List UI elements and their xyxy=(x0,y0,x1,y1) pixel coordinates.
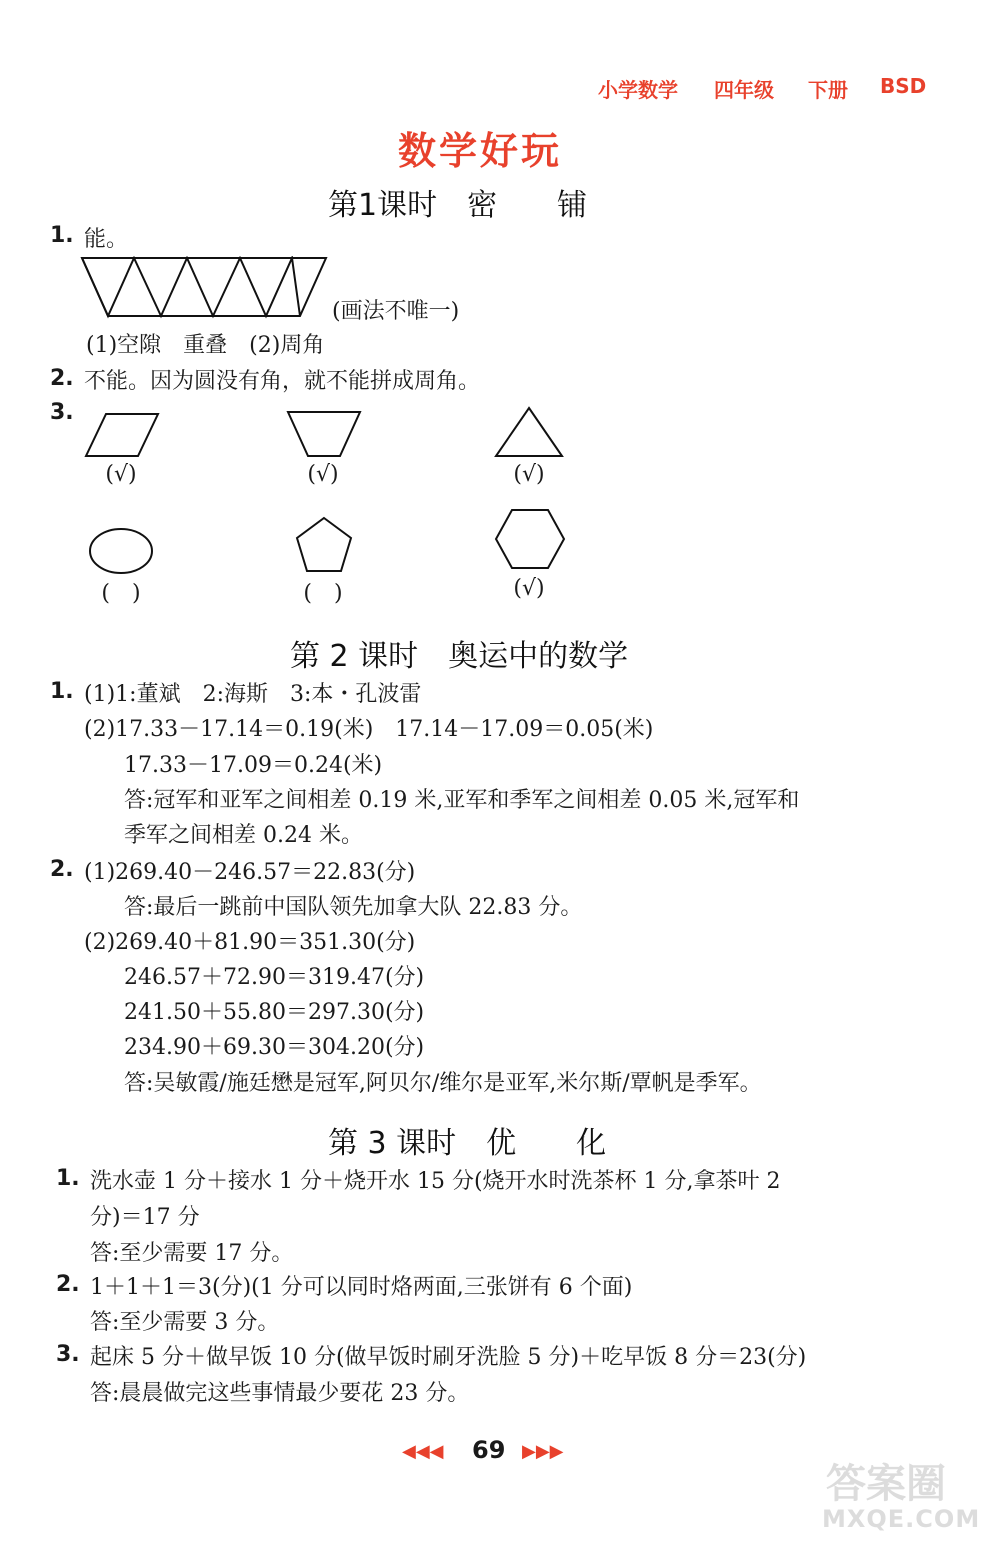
l2-q1-line: 季军之间相差 0.24 米。 xyxy=(124,823,363,848)
watermark-logo: 答案圈 xyxy=(826,1461,946,1507)
header-edition: BSD xyxy=(880,74,927,98)
l1-q1-sub: (1)空隙 重叠 (2)周角 xyxy=(86,333,325,358)
watermark-url: MXQE.COM xyxy=(822,1505,981,1533)
l3-q2-number: 2. xyxy=(56,1272,80,1297)
l2-q2-line: 246.57＋72.90＝319.47(分) xyxy=(124,965,425,990)
mark-pentagon: ( ) xyxy=(303,581,343,606)
mark-parallelogram: (√) xyxy=(105,462,137,487)
l2-q1-line: 答:冠军和亚军之间相差 0.19 米,亚军和季军之间相差 0.05 米,冠军和 xyxy=(124,788,800,813)
mark-trapezoid: (√) xyxy=(307,462,339,487)
lesson1-heading: 第1课时 密 铺 xyxy=(328,188,588,223)
l1-q3-number: 3. xyxy=(50,400,74,425)
l2-q1-line: (1)1:董斌 2:海斯 3:本・孔波雷 xyxy=(84,682,422,707)
parallelogram-icon xyxy=(82,412,162,458)
l3-q1-number: 1. xyxy=(56,1166,80,1191)
lesson2-heading: 第 2 课时 奥运中的数学 xyxy=(290,639,629,674)
mark-triangle: (√) xyxy=(513,462,545,487)
l1-q1-note: (画法不唯一) xyxy=(332,299,460,324)
header-subject: 小学数学 xyxy=(598,78,678,102)
l3-q2-line: 答:至少需要 3 分。 xyxy=(90,1310,280,1335)
l2-q2-line: 234.90＋69.30＝304.20(分) xyxy=(124,1035,425,1060)
header-grade: 四年级 xyxy=(714,78,774,102)
l2-q2-line: (2)269.40＋81.90＝351.30(分) xyxy=(84,930,416,955)
pentagon-icon xyxy=(294,516,354,574)
l3-q2-line: 1＋1＋1＝3(分)(1 分可以同时烙两面,三张饼有 6 个面) xyxy=(90,1275,633,1300)
hexagon-icon xyxy=(494,508,566,570)
l2-q2-line: (1)269.40－246.57＝22.83(分) xyxy=(84,860,416,885)
header-volume: 下册 xyxy=(808,78,848,102)
l2-q1-line: (2)17.33－17.14＝0.19(米) 17.14－17.09＝0.05(米) xyxy=(84,717,654,742)
l3-q3-line: 答:晨晨做完这些事情最少要花 23 分。 xyxy=(90,1381,470,1406)
l3-q1-line: 分)＝17 分 xyxy=(90,1205,200,1230)
l3-q1-line: 洗水壶 1 分＋接水 1 分＋烧开水 15 分(烧开水时洗茶杯 1 分,拿茶叶 2 xyxy=(90,1169,781,1194)
left-arrows-icon: ◀◀◀ xyxy=(402,1441,444,1462)
l2-q2-line: 答:吴敏霞/施廷懋是冠军,阿贝尔/维尔是亚军,米尔斯/覃帆是季军。 xyxy=(124,1071,762,1096)
right-arrows-icon: ▶▶▶ xyxy=(522,1441,564,1462)
mark-hexagon: (√) xyxy=(513,576,545,601)
page-number: 69 xyxy=(472,1436,506,1464)
l1-q2-number: 2. xyxy=(50,366,74,391)
l3-q3-number: 3. xyxy=(56,1342,80,1367)
l2-q2-line: 241.50＋55.80＝297.30(分) xyxy=(124,1000,425,1025)
page-title: 数学好玩 xyxy=(397,129,562,173)
ellipse-icon xyxy=(88,526,154,576)
lesson3-heading: 第 3 课时 优 化 xyxy=(328,1126,607,1161)
l3-q3-line: 起床 5 分＋做早饭 10 分(做早饭时刷牙洗脸 5 分)＋吃早饭 8 分＝23(分) xyxy=(90,1345,807,1370)
l1-q1-number: 1. xyxy=(50,223,74,248)
triangle-tiling-diagram xyxy=(80,256,330,320)
l2-q2-line: 答:最后一跳前中国队领先加拿大队 22.83 分。 xyxy=(124,895,583,920)
l3-q1-line: 答:至少需要 17 分。 xyxy=(90,1241,294,1266)
l2-q1-line: 17.33－17.09＝0.24(米) xyxy=(124,753,383,778)
triangle-icon xyxy=(494,406,564,458)
l2-q2-number: 2. xyxy=(50,857,74,882)
mark-ellipse: ( ) xyxy=(101,581,141,606)
l1-q1-answer: 能。 xyxy=(84,227,129,252)
l1-q2-answer: 不能。因为圆没有角，就不能拼成周角。 xyxy=(84,369,481,394)
trapezoid-icon xyxy=(286,410,362,460)
l2-q1-number: 1. xyxy=(50,679,74,704)
